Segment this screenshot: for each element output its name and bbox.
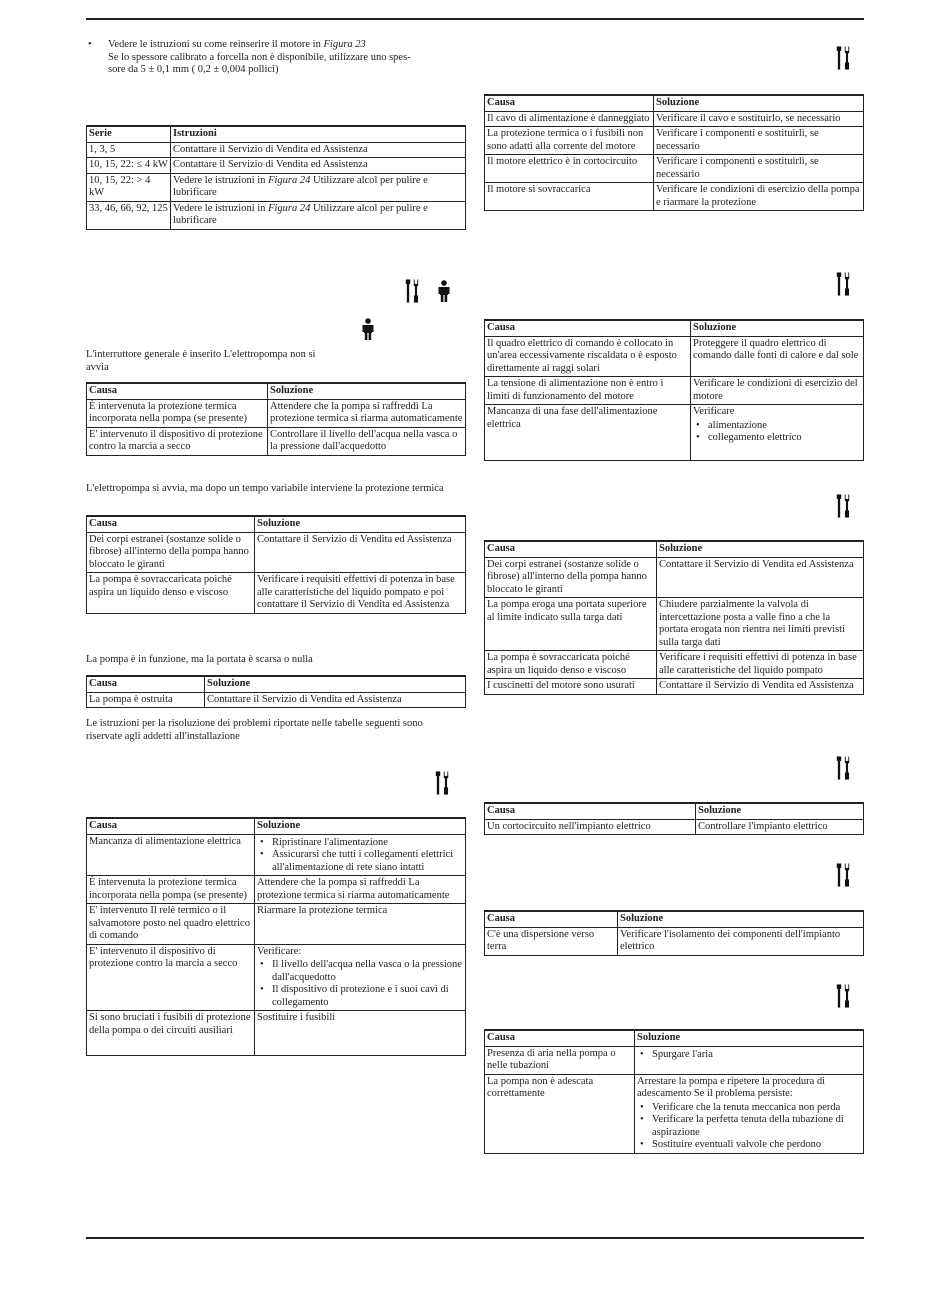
- table-row: [485, 405, 864, 461]
- table-row: [87, 173, 466, 201]
- solution-cell: Controllare l'impianto elettrico: [696, 819, 864, 835]
- table-row: [485, 819, 864, 835]
- cause-cell: C'è una dispersione verso terra: [485, 927, 618, 955]
- solution-cell: [691, 405, 864, 461]
- table-row: [485, 1046, 864, 1074]
- series-cell: 10, 15, 22: ≤ 4 kW: [87, 158, 171, 174]
- table-row: [485, 111, 864, 127]
- solution-cell: Verificare il cavo e sostituirlo, se necessario: [654, 111, 864, 127]
- solution-cell: Verificare le condizioni di esercizio della pompa e riarmare la protezione: [654, 183, 864, 211]
- cause-cell: E' intervenuto Il relè termico o il salvamotore posto nel quadro elettrico di comando: [87, 904, 255, 945]
- list-item: • Sostituire eventuali valvole che perdono: [637, 1139, 861, 1152]
- header-causa: Causa: [485, 541, 657, 557]
- header-soluzione: Soluzione: [657, 541, 864, 557]
- solution-cell: [255, 834, 466, 876]
- left-table-3: [86, 675, 466, 708]
- right-table-3: [484, 540, 864, 695]
- series-cell: [171, 158, 466, 174]
- solution-cell: Attendere che la pompa si raffreddi La protezione termica si riarma automaticamente: [268, 399, 466, 427]
- tools-icon: [835, 984, 851, 1008]
- person-icon: [438, 280, 450, 302]
- series-cell: [171, 201, 466, 229]
- header-causa: Causa: [485, 803, 696, 819]
- list-item: • Il livello dell'acqua nella vasca o la pressione dall'acquedotto: [257, 959, 463, 984]
- left-intro-text-3: La pompa è in funzione, ma la portata è scarsa o nulla: [86, 654, 313, 665]
- solution-cell: Verificare l'isolamento dei componenti dell'impianto elettrico: [618, 927, 864, 955]
- series-table: [86, 125, 466, 230]
- table-row: [87, 158, 466, 174]
- header-soluzione: Soluzione: [255, 818, 466, 834]
- table-row: [485, 651, 864, 679]
- cause-cell: Presenza di aria nella pompa o nelle tubazioni: [485, 1046, 635, 1074]
- instruction-text: Vedere le istruzioni in: [173, 174, 269, 186]
- table-row: [485, 679, 864, 695]
- header-soluzione: Soluzione: [691, 320, 864, 336]
- cause-cell: Il motore elettrico è in cortocircuito: [485, 155, 654, 183]
- table-row: [87, 876, 466, 904]
- tools-icon: [404, 279, 420, 303]
- instruction-text: Contattare il Servizio di Vendita ed Assistenza: [173, 143, 368, 155]
- list-item: • Il dispositivo di protezione e i suoi cavi di collegamento: [257, 984, 463, 1009]
- solution-cell: Proteggere il quadro elettrico di comando dalle fonti di calore e dal sole: [691, 336, 864, 377]
- cause-cell: La pompa non è adescata correttamente: [485, 1074, 635, 1153]
- instruction-text: Vedere le istruzioni in: [173, 202, 269, 214]
- header-causa: Causa: [485, 1030, 635, 1046]
- bottom-rule: [86, 1237, 864, 1239]
- cause-cell: I cuscinetti del motore sono usurati: [485, 679, 657, 695]
- solution-cell: Verificare le condizioni di esercizio del motore: [691, 377, 864, 405]
- solution-cell: Attendere che la pompa si raffreddi La protezione termica si riarma automaticamente: [255, 876, 466, 904]
- tools-icon: [434, 771, 450, 795]
- cause-cell: Il quadro elettrico di comando è collocato in un'area eccessivamente riscaldata o è esposto direttamente ai raggi solari: [485, 336, 691, 377]
- cause-cell: La protezione termica o i fusibili non sono adatti alla corrente del motore: [485, 127, 654, 155]
- cause-cell: La pompa è sovraccaricata poiché aspira un liquido denso e viscoso: [87, 573, 255, 614]
- series-cell: [171, 173, 466, 201]
- left-table-2: [86, 515, 466, 614]
- cause-cell: È intervenuta la protezione termica incorporata nella pompa (se presente): [87, 876, 255, 904]
- header-soluzione: Soluzione: [268, 383, 466, 399]
- cause-cell: E' intervenuto il dispositivo di protezione contro la marcia a secco: [87, 427, 268, 455]
- series-cell: 1, 3, 5: [87, 142, 171, 158]
- solution-cell: Verificare i componenti e sostituirli, se necessario: [654, 155, 864, 183]
- intro-bullet: [86, 39, 466, 77]
- solution-intro: Verificare:: [257, 945, 302, 957]
- header-soluzione: Soluzione: [205, 676, 466, 692]
- solution-intro: Arrestare la pompa e ripetere la procedura di adescamento Se il problema persiste:: [637, 1075, 826, 1099]
- cause-cell: E' intervenuto il dispositivo di protezione contro la marcia a secco: [87, 944, 255, 1011]
- header-soluzione: Soluzione: [618, 911, 864, 927]
- table-row: [87, 532, 466, 573]
- header-causa: Causa: [485, 95, 654, 111]
- solution-cell: Contattare il Servizio di Vendita ed Assistenza: [255, 532, 466, 573]
- table-row: [87, 904, 466, 945]
- cause-cell: Dei corpi estranei (sostanze solide o fibrose) all'interno della pompa hanno bloccato le giranti: [87, 532, 255, 573]
- solution-cell: Verificare i requisiti effettivi di potenza in base alle caratteristiche del liquido pompato e poi contattare il Servizio di Vendita ed Assistenza: [255, 573, 466, 614]
- list-item: • Assicurarsi che tutti i collegamenti elettrici all'alimentazione di rete siano intatti: [257, 849, 463, 874]
- intro-figure-ref[interactable]: Figura 23: [323, 39, 366, 50]
- header-causa: Causa: [87, 676, 205, 692]
- header-soluzione: Soluzione: [696, 803, 864, 819]
- cause-cell: La pompa eroga una portata superiore al limite indicato sulla targa dati: [485, 598, 657, 651]
- table-row: [485, 155, 864, 183]
- solution-cell: Controllare il livello dell'acqua nella vasca o la pressione dall'acquedotto: [268, 427, 466, 455]
- solution-cell: Verificare i componenti e sostituirli, se necessario: [654, 127, 864, 155]
- cause-cell: La tensione di alimentazione non è entro i limiti di funzionamento del motore: [485, 377, 691, 405]
- figure-ref[interactable]: Figura 24: [268, 174, 311, 186]
- solution-cell: Contattare il Servizio di Vendita ed Assistenza: [657, 557, 864, 598]
- solution-cell: Verificare i requisiti effettivi di potenza in base alle caratteristiche del liquido pompato: [657, 651, 864, 679]
- cause-cell: Si sono bruciati i fusibili di protezione della pompa o dei circuiti ausiliari: [87, 1011, 255, 1056]
- list-item: • alimentazione: [693, 420, 861, 433]
- cause-cell: Mancanza di alimentazione elettrica: [87, 834, 255, 876]
- table-row: [87, 399, 466, 427]
- solution-cell: Riarmare la protezione termica: [255, 904, 466, 945]
- instruction-text: Utilizzare alcol per pulire e lubrificare: [173, 202, 428, 226]
- right-table-5: [484, 910, 864, 956]
- table-row: [87, 201, 466, 229]
- solution-cell: Contattare il Servizio di Vendita ed Assistenza: [205, 692, 466, 708]
- cause-cell: Il cavo di alimentazione è danneggiato: [485, 111, 654, 127]
- instruction-text: Contattare il Servizio di Vendita ed Assistenza: [173, 159, 368, 170]
- cause-cell: Mancanza di una fase dell'alimentazione elettrica: [485, 405, 691, 461]
- table-row: [87, 692, 466, 708]
- solution-cell: Chiudere parzialmente la valvola di intercettazione posta a valle fino a che la portata erogata non rientra nei limiti previsti sulla targa dati: [657, 598, 864, 651]
- solution-cell: [635, 1046, 864, 1074]
- intro-line1: Vedere le istruzioni su come reinserire il motore in: [108, 39, 324, 50]
- right-table-6: [484, 1029, 864, 1154]
- instruction-text: Utilizzare alcol per pulire e lubrificare: [173, 174, 428, 198]
- tools-icon: [835, 46, 851, 70]
- series-cell: 33, 46, 66, 92, 125: [87, 201, 171, 229]
- left-intro-text-4: Le istruzioni per la risoluzione dei problemi riportate nelle tabelle seguenti sono riservate agli addetti all'installazione: [86, 718, 423, 742]
- cause-cell: È intervenuta la protezione termica incorporata nella pompa (se presente): [87, 399, 268, 427]
- table-row: [87, 427, 466, 455]
- series-header-serie: Serie: [87, 126, 171, 142]
- left-table-4: [86, 817, 466, 1056]
- list-item: • Verificare che la tenuta meccanica non perda: [637, 1102, 861, 1115]
- intro-line3: sore da 5 ± 0,1 mm ( 0,2 ± 0,004 pollici): [108, 64, 279, 75]
- cause-cell: Dei corpi estranei (sostanze solide o fibrose) all'interno della pompa hanno bloccato le giranti: [485, 557, 657, 598]
- right-table-4: [484, 802, 864, 835]
- cause-cell: La pompa è ostruita: [87, 692, 205, 708]
- solution-cell: [255, 944, 466, 1011]
- solution-cell: Sostituire i fusibili: [255, 1011, 466, 1056]
- series-header-istruzioni: Istruzioni: [171, 126, 466, 142]
- intro-line2: Se lo spessore calibrato a forcella non è disponibile, utilizzare uno spes-: [108, 51, 411, 63]
- left-table-1: [86, 382, 466, 456]
- table-row: [87, 142, 466, 158]
- figure-ref[interactable]: Figura 24: [268, 202, 311, 214]
- left-intro-text-2: L'elettropompa si avvia, ma dopo un tempo variabile interviene la protezione termica: [86, 483, 444, 494]
- table-row: [87, 944, 466, 1011]
- cause-cell: La pompa è sovraccaricata poiché aspira un liquido denso e viscoso: [485, 651, 657, 679]
- cause-cell: Il motore si sovraccarica: [485, 183, 654, 211]
- table-row: [485, 1074, 864, 1153]
- header-causa: Causa: [87, 516, 255, 532]
- cause-cell: Un cortocircuito nell'impianto elettrico: [485, 819, 696, 835]
- solution-cell: Contattare il Servizio di Vendita ed Assistenza: [657, 679, 864, 695]
- table-row: [485, 598, 864, 651]
- header-causa: Causa: [87, 818, 255, 834]
- table-row: [485, 557, 864, 598]
- left-intro-text-1: L'interruttore generale è inserito L'elettropompa non si avvia: [86, 349, 316, 373]
- tools-icon: [835, 272, 851, 296]
- table-row: [87, 834, 466, 876]
- header-soluzione: Soluzione: [255, 516, 466, 532]
- header-causa: Causa: [485, 911, 618, 927]
- tools-icon: [835, 756, 851, 780]
- header-causa: Causa: [87, 383, 268, 399]
- list-item: • Ripristinare l'alimentazione: [257, 837, 463, 850]
- top-rule: [86, 18, 864, 20]
- list-item: • Spurgare l'aria: [637, 1049, 861, 1062]
- solution-intro: Verificare: [693, 406, 735, 417]
- series-cell: [171, 142, 466, 158]
- list-item: • Verificare la perfetta tenuta della tubazione di aspirazione: [637, 1114, 861, 1139]
- solution-cell: [635, 1074, 864, 1153]
- tools-icon: [835, 494, 851, 518]
- right-table-1: [484, 94, 864, 211]
- table-row: [485, 183, 864, 211]
- header-causa: Causa: [485, 320, 691, 336]
- table-row: [485, 127, 864, 155]
- table-row: [485, 336, 864, 377]
- table-row: [485, 377, 864, 405]
- tools-icon: [835, 863, 851, 887]
- series-cell: 10, 15, 22: > 4 kW: [87, 173, 171, 201]
- header-soluzione: Soluzione: [635, 1030, 864, 1046]
- table-row: [485, 927, 864, 955]
- right-table-2: [484, 319, 864, 461]
- header-soluzione: Soluzione: [654, 95, 864, 111]
- table-row: [87, 573, 466, 614]
- person-icon: [362, 318, 374, 340]
- table-row: [87, 1011, 466, 1056]
- list-item: • collegamento elettrico: [693, 432, 861, 445]
